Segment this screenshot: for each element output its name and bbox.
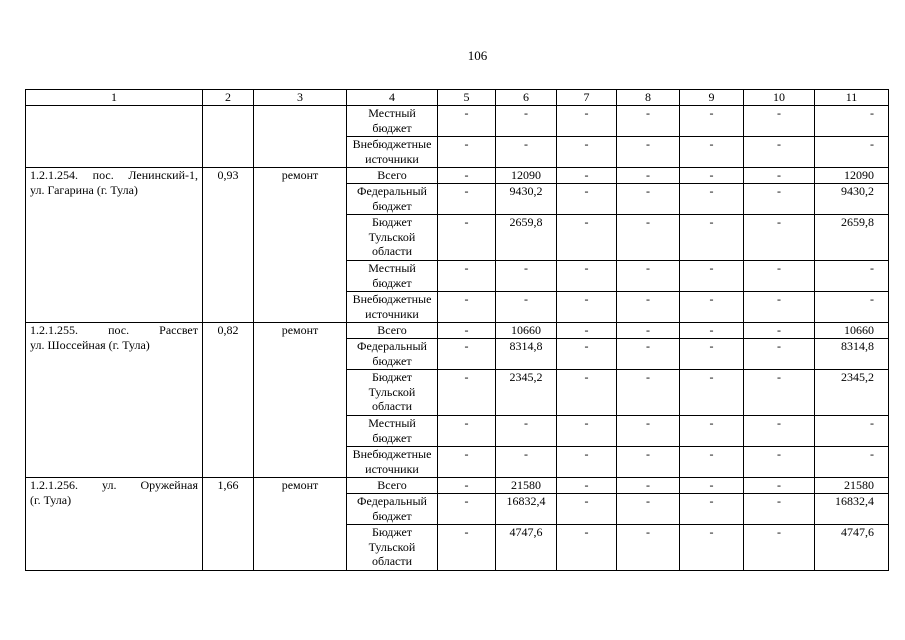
value-cell-col6: - — [496, 416, 557, 447]
funding-source-cell: Всего — [347, 478, 438, 494]
value-cell-col6: 9430,2 — [496, 184, 557, 215]
value-cell-col5: - — [438, 494, 496, 525]
value-cell-col10: - — [744, 447, 815, 478]
object-name-line2: ул. Шоссейная (г. Тула) — [30, 337, 150, 352]
value-cell-col5: - — [438, 525, 496, 571]
value-cell-col8: - — [617, 261, 680, 292]
value-cell-col6: 10660 — [496, 323, 557, 339]
value-cell-col10: - — [744, 478, 815, 494]
column-number: 5 — [438, 90, 496, 106]
value-cell-col6: - — [496, 261, 557, 292]
value-cell-col6: - — [496, 137, 557, 168]
funding-source-cell: Внебюджетные источники — [347, 292, 438, 323]
value-cell-col9: - — [680, 416, 744, 447]
value-cell-col6: - — [496, 447, 557, 478]
column-number: 2 — [203, 90, 254, 106]
value-cell-col8: - — [617, 447, 680, 478]
value-cell-col5: - — [438, 370, 496, 416]
value-cell-col10: - — [744, 525, 815, 571]
column-number: 1 — [26, 90, 203, 106]
value-cell-col5: - — [438, 106, 496, 137]
column-number: 8 — [617, 90, 680, 106]
value-cell-col7: - — [557, 525, 617, 571]
value-cell-col9: - — [680, 339, 744, 370]
column-number: 6 — [496, 90, 557, 106]
object-name-line1: 1.2.1.255. пос. Рассвет — [30, 323, 198, 337]
table-row — [26, 323, 889, 339]
value-cell-col10: - — [744, 339, 815, 370]
value-cell-col11: - — [815, 447, 889, 478]
value-cell-col9: - — [680, 494, 744, 525]
funding-source-cell: Местный бюджет — [347, 261, 438, 292]
funding-source-cell: Бюджет Тульской области — [347, 525, 438, 571]
funding-table — [25, 89, 889, 571]
value-cell-col11: 10660 — [815, 323, 889, 339]
value-cell-col11: 16832,4 — [815, 494, 889, 525]
object-name-line1: 1.2.1.256. ул. Оружейная — [30, 478, 198, 492]
value-cell-col9: - — [680, 370, 744, 416]
value-cell-col7: - — [557, 215, 617, 261]
value-cell-col6: 8314,8 — [496, 339, 557, 370]
length-km-cell: 1,66 — [203, 478, 254, 571]
funding-source-cell: Местный бюджет — [347, 416, 438, 447]
value-cell-col8: - — [617, 137, 680, 168]
value-cell-col10: - — [744, 261, 815, 292]
value-cell-col5: - — [438, 261, 496, 292]
value-cell-col5: - — [438, 184, 496, 215]
value-cell-col9: - — [680, 525, 744, 571]
value-cell-col10: - — [744, 168, 815, 184]
value-cell-col7: - — [557, 323, 617, 339]
value-cell-col7: - — [557, 184, 617, 215]
length-km-cell: 0,82 — [203, 323, 254, 478]
object-name-cell — [26, 478, 203, 571]
page-number: 106 — [467, 48, 488, 63]
value-cell-col6: 2345,2 — [496, 370, 557, 416]
value-cell-col7: - — [557, 106, 617, 137]
funding-source-cell: Внебюджетные источники — [347, 447, 438, 478]
object-name-cell — [26, 168, 203, 323]
value-cell-col8: - — [617, 494, 680, 525]
value-cell-col7: - — [557, 168, 617, 184]
value-cell-col11: - — [815, 292, 889, 323]
funding-source-cell: Местный бюджет — [347, 106, 438, 137]
value-cell-col10: - — [744, 370, 815, 416]
funding-source-cell: Федеральный бюджет — [347, 184, 438, 215]
column-number: 3 — [254, 90, 347, 106]
column-number: 4 — [347, 90, 438, 106]
value-cell-col8: - — [617, 339, 680, 370]
value-cell-col7: - — [557, 261, 617, 292]
funding-source-cell: Всего — [347, 168, 438, 184]
value-cell-col9: - — [680, 215, 744, 261]
value-cell-col10: - — [744, 323, 815, 339]
value-cell-col8: - — [617, 292, 680, 323]
value-cell-col9: - — [680, 478, 744, 494]
value-cell-col5: - — [438, 215, 496, 261]
value-cell-col6: 12090 — [496, 168, 557, 184]
value-cell-col9: - — [680, 323, 744, 339]
funding-source-cell: Федеральный бюджет — [347, 494, 438, 525]
value-cell-col10: - — [744, 215, 815, 261]
value-cell-col7: - — [557, 416, 617, 447]
value-cell-col10: - — [744, 184, 815, 215]
value-cell-col5: - — [438, 478, 496, 494]
value-cell-col6: 16832,4 — [496, 494, 557, 525]
value-cell-col7: - — [557, 494, 617, 525]
value-cell-col11: 2659,8 — [815, 215, 889, 261]
object-cell-empty — [26, 106, 203, 168]
value-cell-col8: - — [617, 106, 680, 137]
value-cell-col5: - — [438, 168, 496, 184]
value-cell-col8: - — [617, 525, 680, 571]
value-cell-col8: - — [617, 215, 680, 261]
value-cell-col9: - — [680, 292, 744, 323]
value-cell-col9: - — [680, 261, 744, 292]
value-cell-col11: 9430,2 — [815, 184, 889, 215]
value-cell-col11: - — [815, 137, 889, 168]
column-number: 10 — [744, 90, 815, 106]
value-cell-col8: - — [617, 184, 680, 215]
value-cell-col8: - — [617, 168, 680, 184]
value-cell-col11: - — [815, 106, 889, 137]
value-cell-col6: 4747,6 — [496, 525, 557, 571]
object-name-line1: 1.2.1.254. пос. Ленинский-1, — [30, 168, 198, 182]
funding-source-cell: Всего — [347, 323, 438, 339]
value-cell-col7: - — [557, 292, 617, 323]
work-cell-empty — [254, 106, 347, 168]
value-cell-col8: - — [617, 478, 680, 494]
value-cell-col8: - — [617, 370, 680, 416]
value-cell-col10: - — [744, 494, 815, 525]
funding-source-cell: Бюджет Тульской области — [347, 370, 438, 416]
value-cell-col6: 2659,8 — [496, 215, 557, 261]
value-cell-col7: - — [557, 478, 617, 494]
value-cell-col7: - — [557, 370, 617, 416]
value-cell-col11: 21580 — [815, 478, 889, 494]
value-cell-col7: - — [557, 447, 617, 478]
work-type-cell: ремонт — [254, 478, 347, 571]
value-cell-col5: - — [438, 137, 496, 168]
value-cell-col11: - — [815, 261, 889, 292]
value-cell-col11: 8314,8 — [815, 339, 889, 370]
value-cell-col10: - — [744, 416, 815, 447]
value-cell-col8: - — [617, 323, 680, 339]
value-cell-col9: - — [680, 168, 744, 184]
value-cell-col10: - — [744, 137, 815, 168]
column-number: 11 — [815, 90, 889, 106]
table-row — [26, 478, 889, 494]
work-type-cell: ремонт — [254, 168, 347, 323]
value-cell-col5: - — [438, 292, 496, 323]
value-cell-col6: - — [496, 106, 557, 137]
column-number: 9 — [680, 90, 744, 106]
value-cell-col5: - — [438, 323, 496, 339]
value-cell-col9: - — [680, 184, 744, 215]
value-cell-col5: - — [438, 447, 496, 478]
object-name-line2: ул. Гагарина (г. Тула) — [30, 182, 138, 197]
value-cell-col7: - — [557, 137, 617, 168]
value-cell-col10: - — [744, 292, 815, 323]
work-type-cell: ремонт — [254, 323, 347, 478]
length-km-cell: 0,93 — [203, 168, 254, 323]
value-cell-col6: 21580 — [496, 478, 557, 494]
column-number-header-row — [26, 90, 889, 106]
object-name-line2: (г. Тула) — [30, 492, 72, 507]
value-cell-col11: 4747,6 — [815, 525, 889, 571]
value-cell-col11: - — [815, 416, 889, 447]
length-cell-empty — [203, 106, 254, 168]
value-cell-col10: - — [744, 106, 815, 137]
value-cell-col11: 12090 — [815, 168, 889, 184]
value-cell-col7: - — [557, 339, 617, 370]
table-row — [26, 168, 889, 184]
value-cell-col11: 2345,2 — [815, 370, 889, 416]
value-cell-col6: - — [496, 292, 557, 323]
value-cell-col9: - — [680, 106, 744, 137]
value-cell-col8: - — [617, 416, 680, 447]
value-cell-col9: - — [680, 447, 744, 478]
value-cell-col5: - — [438, 416, 496, 447]
column-number: 7 — [557, 90, 617, 106]
funding-source-cell: Федеральный бюджет — [347, 339, 438, 370]
funding-source-cell: Внебюджетные источники — [347, 137, 438, 168]
value-cell-col9: - — [680, 137, 744, 168]
value-cell-col5: - — [438, 339, 496, 370]
object-name-cell — [26, 323, 203, 478]
funding-source-cell: Бюджет Тульской области — [347, 215, 438, 261]
table-row — [26, 106, 889, 137]
